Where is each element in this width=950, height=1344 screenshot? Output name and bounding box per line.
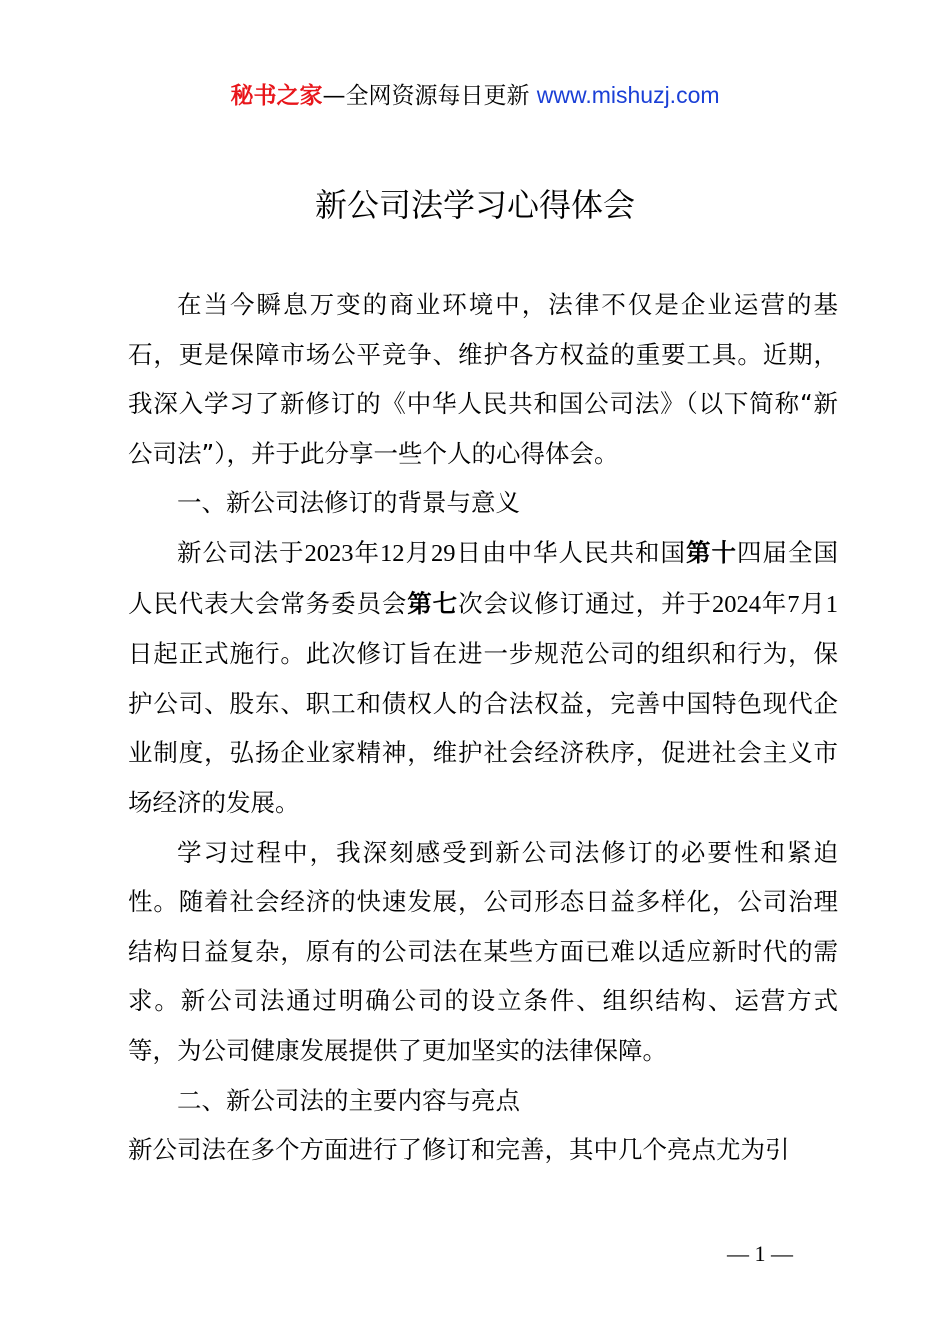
section-heading-1: 一、新公司法修订的背景与意义: [177, 488, 520, 518]
section-heading-2: 二、新公司法的主要内容与亮点: [177, 1085, 520, 1115]
text-run: 新公司法于: [177, 537, 305, 567]
site-url-link[interactable]: www.mishuzj.com: [536, 82, 720, 108]
year-number: 2024: [711, 590, 761, 618]
text-run: 日起正式施行。此次修订旨在进一步规范公司的组织和行为，保护公司、股东、职工和债权人的合法权益，完善中国特色现代企业制度，弘扬企业家精神，维护社会经济秩序，促进社会主义市场经济的发展。: [128, 639, 838, 817]
text-run: 月: [799, 588, 826, 618]
paragraph-highlights: 新公司法在多个方面进行了修订和完善，其中几个亮点尤为引: [128, 1135, 790, 1165]
month-number: 7: [787, 590, 800, 618]
text-run: 日由中华人民共和国: [455, 537, 686, 567]
text-run: 年: [760, 588, 788, 618]
paragraph-learning: 学习过程中，我深刻感受到新公司法修订的必要性和紧迫性。随着社会经济的快速发展，公司形态日益多样化，公司治理结构日益复杂，原有的公司法在某些方面已难以适应新时代的需求。新公司法通过明确公司的设立条件、组织结构、运营方式等，为公司健康发展提供了更加坚实的法律保障。: [128, 837, 838, 1065]
bold-text: 第七: [407, 588, 459, 618]
text-run: 次会议修订通过，并于: [458, 588, 712, 618]
document-title: 新公司法学习心得体会: [314, 186, 635, 224]
text-run: 月: [404, 537, 431, 567]
year-number: 2023: [304, 539, 354, 567]
site-tagline: —全网资源每日更新: [322, 83, 537, 109]
document-body: [128, 280, 838, 1175]
site-brand: 秘书之家: [230, 83, 323, 109]
day-number: 1: [825, 590, 839, 618]
day-number: 29: [431, 539, 456, 567]
site-header: [0, 78, 950, 113]
page-number: — 1 —: [727, 1241, 793, 1266]
bold-text: 第十: [686, 537, 737, 567]
text-run: 年: [353, 537, 380, 567]
text-run: 四届全国人民代表大会常务委员会: [128, 537, 838, 618]
paragraph-background: [128, 528, 838, 828]
paragraph-intro: 在当今瞬息万变的商业环境中，法律不仅是企业运营的基石，更是保障市场公平竞争、维护各方权益的重要工具。近期，我深入学习了新修订的《中华人民共和国公司法》（以下简称“新公司法”），并于此分享一些个人的心得体会。: [128, 290, 838, 468]
month-number: 12: [380, 539, 405, 567]
